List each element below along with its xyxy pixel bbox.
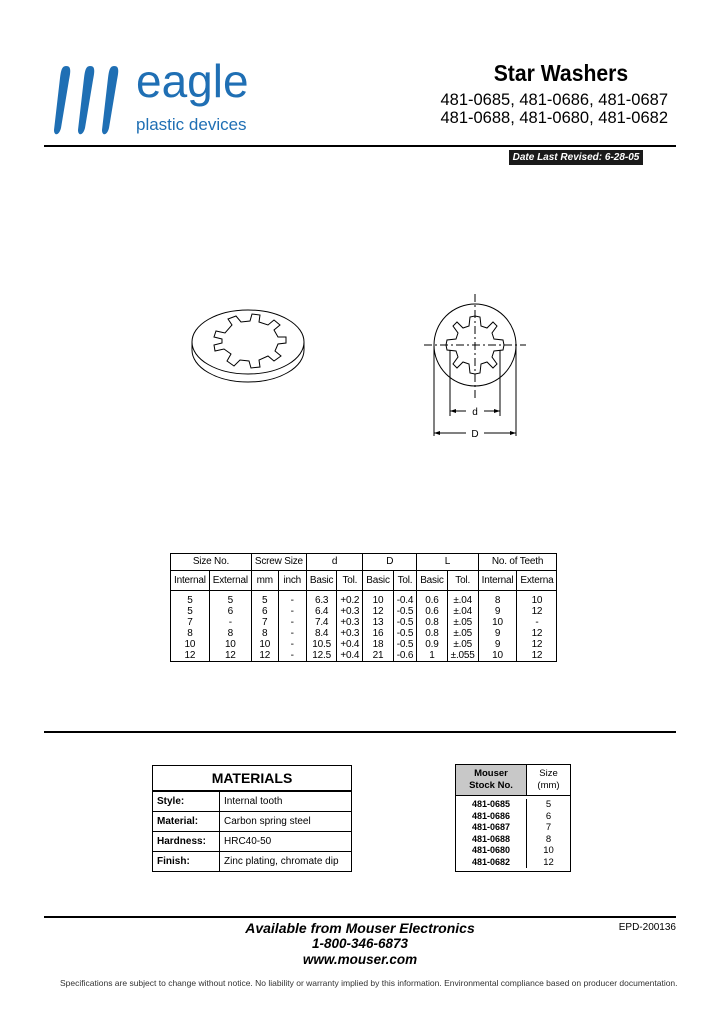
- stock-row: 481-0685 5: [456, 799, 570, 811]
- availability-text: Available from Mouser Electronics: [245, 920, 475, 936]
- subheader: Tol.: [393, 571, 416, 591]
- materials-value: Carbon spring steel: [224, 816, 311, 827]
- inner-diameter-label: d: [472, 407, 478, 418]
- materials-row: [153, 812, 351, 832]
- top-divider: [44, 145, 676, 147]
- part-numbers-line-1: 481-0685, 481-0686, 481-0687: [440, 91, 668, 109]
- materials-label: Hardness:: [153, 832, 220, 851]
- header-d-inner: d: [306, 554, 362, 571]
- subheader: Tol.: [447, 571, 478, 591]
- stock-row: 481-0680 10: [456, 845, 570, 857]
- materials-label: Finish:: [153, 852, 220, 871]
- header-size-no: Size No.: [171, 554, 252, 571]
- materials-value: Zinc plating, chromate dip: [224, 856, 339, 867]
- materials-row: [153, 792, 351, 812]
- table-row: 5 5 5 - 6.3 +0.2 10 -0.4 0.6 ±.04 8 10: [171, 595, 557, 606]
- disclaimer-text: Specifications are subject to change without notice. No liability or warranty implied by this information. Environmental compliance based on producer documentation.: [60, 978, 678, 988]
- table-row: 5 6 6 - 6.4 +0.3 12 -0.5 0.6 ±.04 9 12: [171, 606, 557, 617]
- subheader: Basic: [417, 571, 447, 591]
- eagle-logo-stripes-icon: [52, 62, 132, 138]
- stock-row: 481-0682 12: [456, 857, 570, 869]
- materials-box: [152, 765, 352, 872]
- bottom-divider: [44, 916, 676, 918]
- materials-value: HRC40-50: [224, 836, 272, 847]
- materials-label: Style:: [153, 792, 220, 811]
- materials-label: Material:: [153, 812, 220, 831]
- header-l: L: [417, 554, 478, 571]
- table-row: 10 10 10 - 10.5 +0.4 18 -0.5 0.9 ±.05 9 12: [171, 639, 557, 650]
- document-id: EPD-200136: [618, 922, 676, 933]
- part-numbers-line-2: 481-0688, 481-0680, 481-0682: [440, 109, 668, 127]
- table-row: 8 8 8 - 8.4 +0.3 16 -0.5 0.8 ±.05 9 12: [171, 628, 557, 639]
- stock-row: 481-0686 6: [456, 811, 570, 823]
- subheader: mm: [251, 571, 278, 591]
- materials-row: [153, 852, 351, 871]
- washer-isometric-drawing: [188, 296, 308, 386]
- materials-title: MATERIALS: [153, 766, 351, 792]
- header-no-of-teeth: No. of Teeth: [478, 554, 557, 571]
- stock-row: 481-0687 7: [456, 822, 570, 834]
- subheader: Tol.: [337, 571, 363, 591]
- revised-date-badge: Date Last Revised: 6-28-05: [509, 150, 643, 165]
- subheader: Basic: [306, 571, 336, 591]
- table-row: 12 12 12 - 12.5 +0.4 21 -0.6 1 ±.055 10 12: [171, 650, 557, 662]
- materials-value: Internal tooth: [224, 796, 283, 807]
- subheader: Internal: [478, 571, 517, 591]
- subheader: Internal: [171, 571, 210, 591]
- subheader: External: [209, 571, 251, 591]
- subheader: Externa: [517, 571, 557, 591]
- brand-subtitle: plastic devices: [136, 115, 247, 134]
- page-title: Star Washers: [493, 60, 628, 86]
- materials-row: [153, 832, 351, 852]
- middle-divider: [44, 731, 676, 733]
- washer-front-view-drawing: [420, 290, 530, 440]
- specification-table: [170, 553, 557, 662]
- stock-row: 481-0688 8: [456, 834, 570, 846]
- phone-number: 1-800-346-6873: [311, 936, 409, 951]
- subheader: Basic: [363, 571, 393, 591]
- stock-header-line-2: Stock No.: [469, 780, 513, 791]
- header-d-outer: D: [363, 554, 417, 571]
- header-screw-size: Screw Size: [251, 554, 306, 571]
- mouser-stock-table: [455, 764, 571, 872]
- table-row: 7 - 7 - 7.4 +0.3 13 -0.5 0.8 ±.05 10 -: [171, 617, 557, 628]
- size-header-line-1: Size: [539, 768, 558, 779]
- subheader: inch: [278, 571, 306, 591]
- website-link[interactable]: www.mouser.com: [302, 952, 418, 967]
- brand-name: eagle: [136, 55, 249, 107]
- outer-diameter-label: D: [471, 429, 479, 440]
- size-header-line-2: (mm): [537, 780, 560, 791]
- stock-header-line-1: Mouser: [474, 768, 508, 779]
- stock-table-header: [456, 765, 570, 796]
